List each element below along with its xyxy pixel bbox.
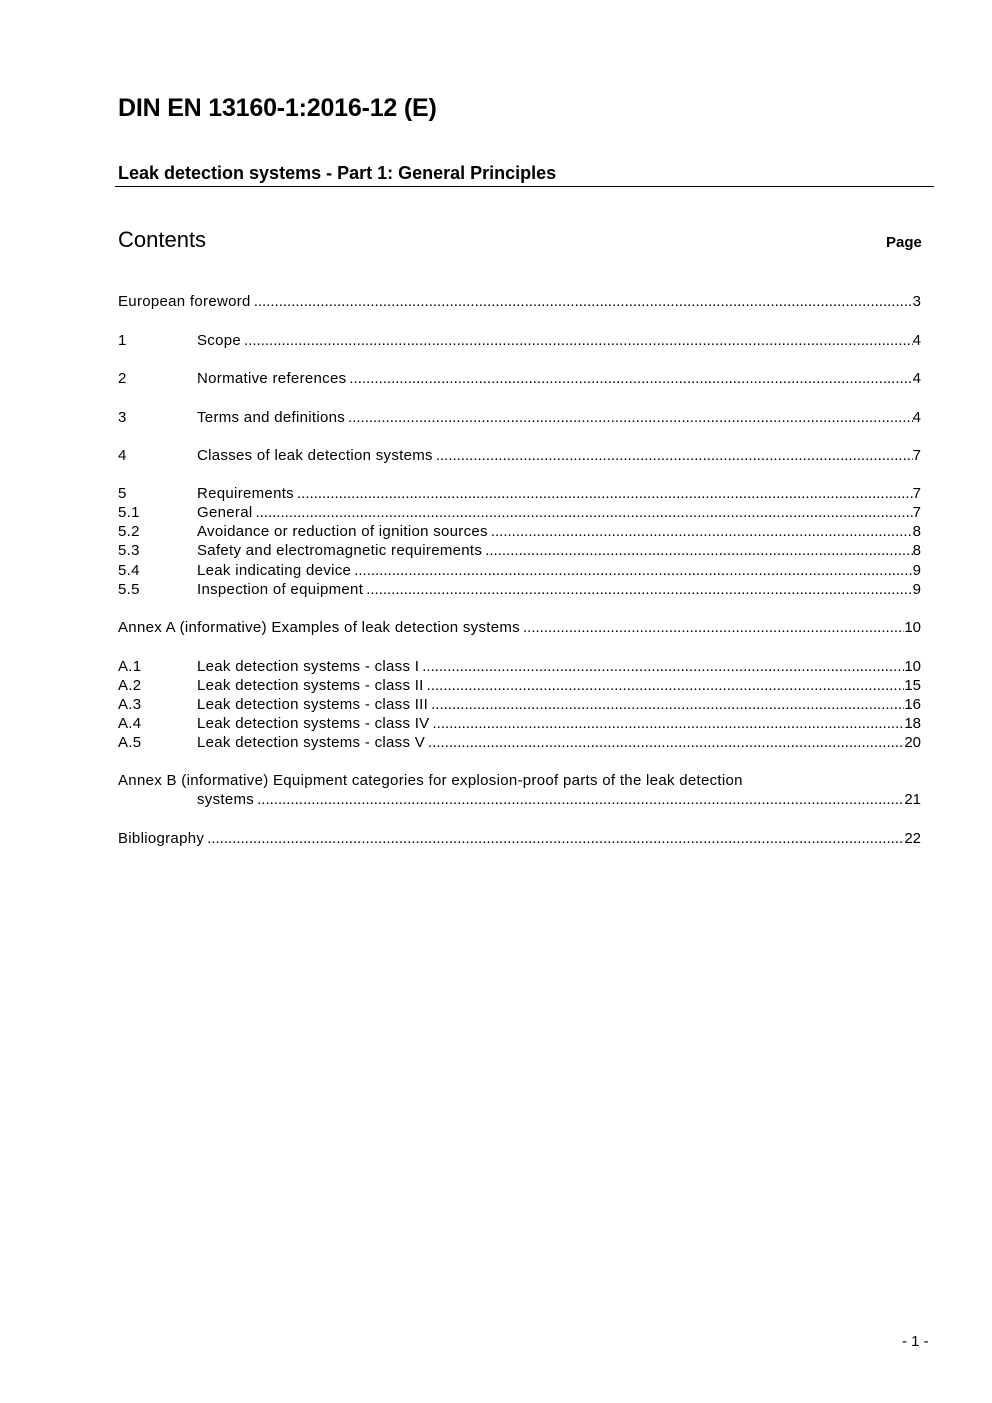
toc-leader [207,829,904,848]
toc-page: 3 [912,293,921,310]
toc-entry-2[interactable] [118,369,921,388]
toc-leader [354,561,912,580]
toc-page: 15 [904,677,921,694]
toc-title: Scope [197,332,242,349]
toc-page: 16 [904,696,921,713]
toc-page: 4 [912,332,921,349]
toc-number: 5 [118,485,127,502]
toc-entry-foreword[interactable] [118,292,921,311]
toc-leader [485,541,912,560]
toc-number: 1 [118,332,127,349]
toc-entry-5-2[interactable] [118,522,921,541]
toc-page: 4 [912,409,921,426]
toc-number: A.1 [118,658,142,675]
document-subtitle: Leak detection systems - Part 1: General Principles [118,163,557,183]
toc-page: 10 [904,658,921,675]
toc-page: 7 [912,485,921,502]
toc-number: 5.4 [118,562,140,579]
toc-title: Leak detection systems - class IV [197,715,430,732]
toc-title: Requirements [197,485,294,502]
toc-title: Inspection of equipment [197,581,364,598]
toc-page: 8 [912,542,921,559]
toc-entry-annex-b-line1[interactable]: Annex B (informative) Equipment categories for explosion-proof parts of the leak detection [118,772,743,789]
toc-leader [428,733,904,752]
toc-leader [491,522,913,541]
contents-heading: Contents [118,227,207,252]
toc-page: 21 [904,791,921,808]
toc-leader [349,369,912,388]
toc-entry-annex-a[interactable] [118,618,921,637]
toc-number: A.3 [118,696,142,713]
toc-page: 4 [912,370,921,387]
toc-number: 5.2 [118,523,140,540]
toc-page: 18 [904,715,921,732]
toc-entry-a-3[interactable] [118,695,921,714]
toc-entry-5-5[interactable] [118,580,921,599]
toc-entry-bibliography[interactable] [118,829,921,848]
toc-leader [427,676,905,695]
toc-leader [366,580,912,599]
toc-entry-5[interactable] [118,484,921,503]
toc-leader [244,331,913,350]
page-number: - 1 - [902,1333,929,1350]
toc-number: A.2 [118,677,142,694]
toc-title: Classes of leak detection systems [197,447,433,464]
toc-title: Leak detection systems - class I [197,658,420,675]
toc-leader [297,484,913,503]
toc-number: A.4 [118,715,142,732]
toc-title: Bibliography [118,830,205,847]
toc-title: systems [197,791,255,808]
toc-entry-a-1[interactable] [118,657,921,676]
toc-title: Annex A (informative) Examples of leak detection systems [118,619,520,636]
header-rule [115,186,934,187]
document-id: DIN EN 13160-1:2016-12 (E) [118,94,437,122]
toc-entry-5-3[interactable] [118,541,921,560]
toc-number: 5.5 [118,581,140,598]
toc-page: 9 [912,562,921,579]
toc-page: 8 [912,523,921,540]
toc-page: 9 [912,581,921,598]
toc-leader [436,446,913,465]
toc-page: 22 [904,830,921,847]
toc-page: 10 [904,619,921,636]
toc-entry-annex-b[interactable] [118,790,921,809]
toc-number: 5.3 [118,542,140,559]
toc-number: 3 [118,409,127,426]
toc-page: 7 [912,504,921,521]
toc-leader [422,657,904,676]
toc-number: A.5 [118,734,142,751]
toc-leader [348,408,913,427]
toc-leader [254,292,913,311]
toc-entry-4[interactable] [118,446,921,465]
toc-title: Avoidance or reduction of ignition sources [197,523,488,540]
toc-title: Leak detection systems - class V [197,734,426,751]
toc-entry-5-1[interactable] [118,503,921,522]
toc-title: Leak detection systems - class II [197,677,424,694]
toc-entry-a-4[interactable] [118,714,921,733]
toc-leader [255,503,912,522]
toc-title: Leak indicating device [197,562,352,579]
toc-number: 4 [118,447,127,464]
toc-title: Terms and definitions [197,409,346,426]
toc-entry-a-2[interactable] [118,676,921,695]
toc-leader [433,714,905,733]
toc-title: General [197,504,253,521]
toc-number: 2 [118,370,127,387]
toc-leader [523,618,904,637]
toc-number: 5.1 [118,504,140,521]
toc-leader [431,695,904,714]
toc-title: European foreword [118,293,251,310]
page-column-heading: Page [886,234,922,251]
toc-entry-5-4[interactable] [118,561,921,580]
toc-page: 20 [904,734,921,751]
toc-title: Leak detection systems - class III [197,696,429,713]
toc-entry-3[interactable] [118,408,921,427]
toc-entry-1[interactable] [118,331,921,350]
toc-title: Safety and electromagnetic requirements [197,542,483,559]
toc-entry-a-5[interactable] [118,733,921,752]
toc-leader [257,790,904,809]
toc-title: Normative references [197,370,347,387]
toc-page: 7 [912,447,921,464]
